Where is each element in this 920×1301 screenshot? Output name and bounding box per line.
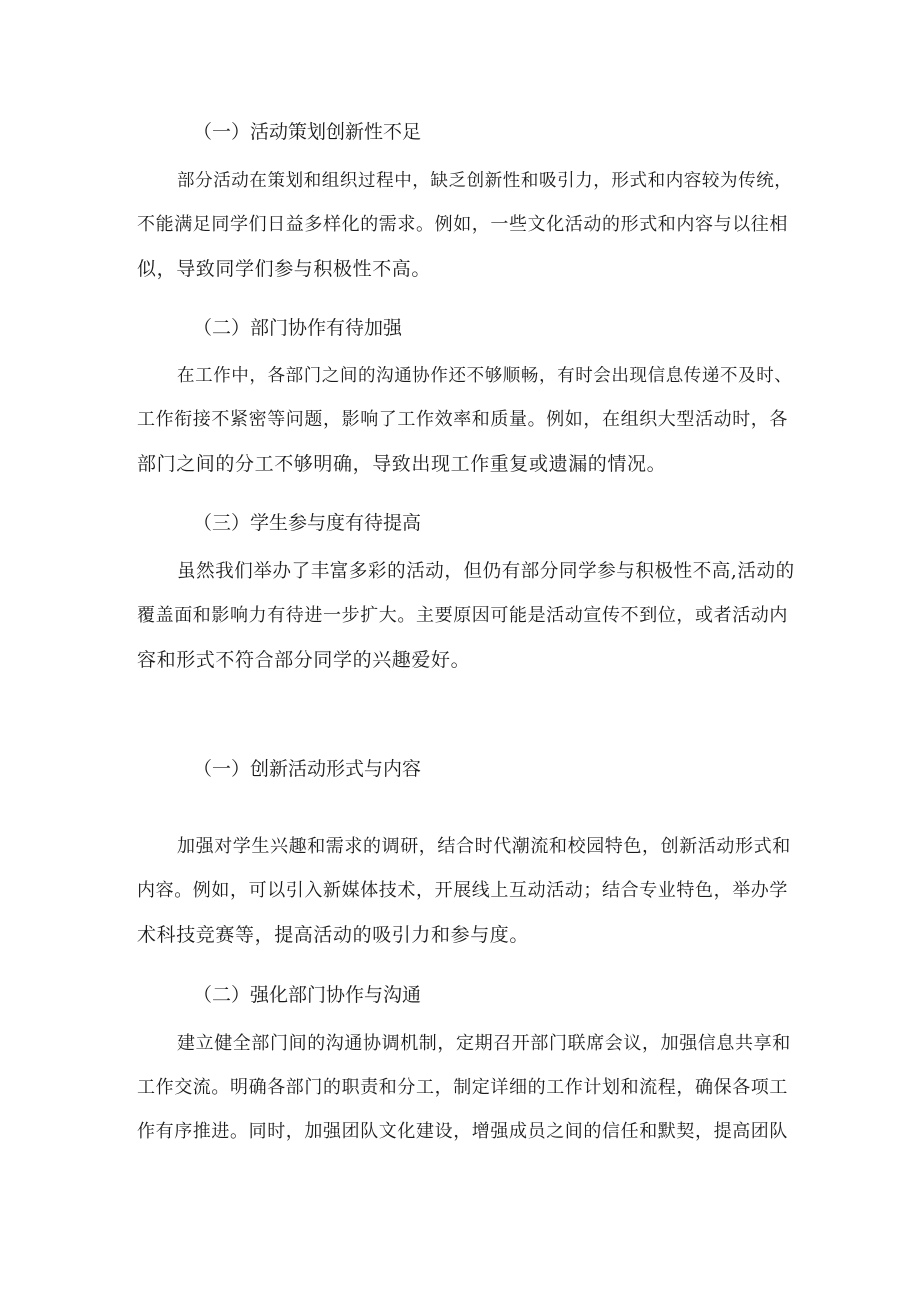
- paragraph-line: 内容。例如，可以引入新媒体技术，开展线上互动活动；结合专业特色，举办学: [137, 880, 788, 901]
- paragraph-line: 部门之间的分工不够明确，导致出现工作重复或遗漏的情况。: [137, 453, 667, 475]
- paragraph-line: 部分活动在策划和组织过程中，缺乏创新性和吸引力，形式和内容较为传统，: [177, 171, 793, 191]
- section-heading: （一）创新活动形式与内容: [193, 758, 422, 780]
- paragraph-line: 术科技竞赛等，提高活动的吸引力和参与度。: [137, 924, 530, 946]
- paragraph-line: 容和形式不符合部分同学的兴趣爱好。: [137, 649, 471, 671]
- paragraph: [137, 1022, 797, 1154]
- paragraph: [137, 550, 797, 682]
- paragraph-line: 加强对学生兴趣和需求的调研，结合时代潮流和校园特色，创新活动形式和: [177, 836, 791, 857]
- paragraph-line: 不能满足同学们日益多样化的需求。例如，一些文化活动的形式和内容与以往相: [137, 214, 788, 235]
- paragraph-line: 工作交流。明确各部门的职责和分工，制定详细的工作计划和流程，确保各项工: [137, 1077, 788, 1098]
- paragraph-line: 虽然我们举办了丰富多彩的活动，但仍有部分同学参与积极性不高,活动的: [177, 561, 795, 582]
- paragraph-line: 在工作中，各部门之间的沟通协作还不够顺畅，有时会出现信息传递不及时、: [177, 366, 793, 386]
- section-heading: （三）学生参与度有待提高: [193, 512, 422, 534]
- section-heading: （二）部门协作有待加强: [193, 317, 403, 339]
- paragraph-line: 作有序推进。同时，加强团队文化建设，增强成员之间的信任和默契，提高团队: [137, 1121, 788, 1142]
- paragraph-line: 工作衔接不紧密等问题，影响了工作效率和质量。例如，在组织大型活动时，各: [137, 409, 788, 430]
- paragraph-line: 建立健全部门间的沟通协调机制，定期召开部门联席会议，加强信息共享和: [177, 1033, 791, 1054]
- section-heading: （二）强化部门协作与沟通: [193, 984, 422, 1006]
- paragraph-line: 似，导致同学们参与积极性不高。: [137, 258, 432, 280]
- section-heading: （一）活动策划创新性不足: [193, 121, 422, 143]
- paragraph-line: 覆盖面和影响力有待进一步扩大。主要原因可能是活动宣传不到位，或者活动内: [137, 605, 788, 626]
- paragraph: [137, 825, 797, 957]
- paragraph: [137, 159, 797, 291]
- paragraph: [137, 354, 797, 486]
